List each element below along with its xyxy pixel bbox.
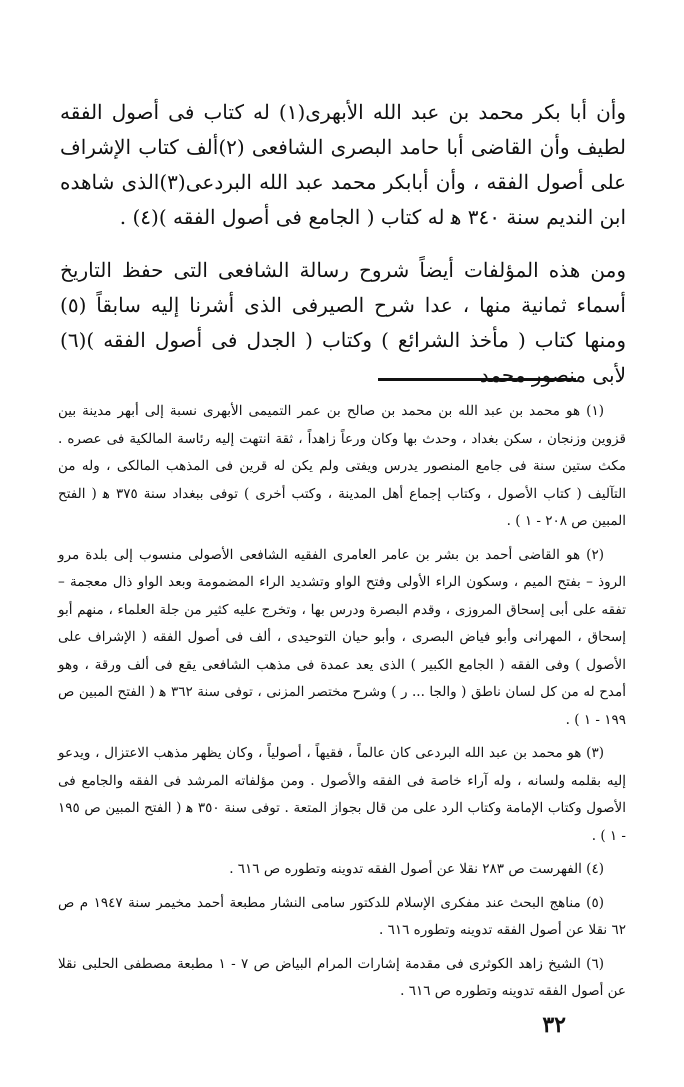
footnote-1: (١) هو محمد بن عبد الله بن محمد بن صالح بن عمر التميمى الأبهرى نسبة إلى أبهر مدينة بين قزوين وزنجان ، سكن بغداد ، وحدث بها وكان ورعاً زاهداً ، ثقة انتهت إليه رئاسة المالكية فى عصره . مكث ستين سنة فى جامع المنصور يدرس ويفتى ولم يكن له قرين فى المذهب المالكى ، وله من التآليف ( كتاب الأصول ، وكتاب إجماع أهل المدينة ، وكتب أخرى ) توفى ببغداد سنة ٣٧٥ ﻫ ( الفتح المبين ص ٢٠٨ - ١ ) . (58, 403, 626, 529)
page-number: ٣٢ (542, 1012, 566, 1038)
main-paragraph: ومن هذه المؤلفات أيضاً شروح رسالة الشافعى التى حفظ التاريخ أسماء ثمانية منها ، عدا شرح الصيرفى الذى أشرنا إليه سابقاً (٥) ومنها كتاب ( مأخذ الشرائع ) وكتاب ( الجدل فى أصول الفقه )(٦) لأبى منصور محمد (60, 258, 626, 387)
footnote-3: (٣) هو محمد بن عبد الله البردعى كان عالماً ، فقيهاً ، أصولياً ، وكان يظهر مذهب الاعتزال ، ويدعو إليه بقلمه ولسانه ، وله آراء خاصة فى الفقه والأصول . ومن مؤلفاته المرشد فى الفقه والجامع فى الأصول وكتاب الإمامة وكتاب الرد على من قال بجواز المتعة . توفى سنة ٣٥٠ ﻫ ( الفتح المبين ص ١٩٥ - ١ ) . (58, 745, 626, 844)
main-text (60, 95, 626, 411)
footnotes (58, 398, 626, 1012)
footnote-5: (٥) مناهج البحث عند مفكرى الإسلام للدكتور سامى النشار مطبعة أحمد مخيمر سنة ١٩٤٧ م ص ٦٢ نقلا عن أصول الفقه تدوينه وتطوره ٦١٦ . (58, 894, 626, 938)
footnote-4: (٤) الفهرست ص ٢٨٣ نقلا عن أصول الفقه تدوينه وتطوره ص ٦١٦ . (229, 861, 604, 877)
footnote-separator (378, 378, 576, 381)
footnote-2: (٢) هو القاضى أحمد بن بشر بن عامر العامرى الفقيه الشافعى الأصولى منسوب إلى بلدة مرو الروذ – بفتح الميم ، وسكون الراء الأولى وفتح الواو وتشديد الراء المضمومة وبعد الواو ذال معجمة – تفقه على أبى إسحاق المروزى ، وقدم البصرة ودرس بها ، وتخرج عليه كثير من جلة العلماء ، منهم أبو إسحاق ، المهرانى وأبو فياض البصرى ، وأبو حيان التوحيدى ، ألف فى أصول الفقه ( الإشراف على الأصول ) وفى الفقه ( الجامع الكبير ) الذى يعد عمدة فى مذهب الشافعى يقع فى ألف ورقة ، وهو أمدح له من كل لسان ناطق ( والجا ... ر ) وشرح مختصر المزنى ، توفى سنة ٣٦٢ ﻫ ( الفتح المبين ص ١٩٩ - ١ ) . (58, 546, 626, 728)
footnote-6: (٦) الشيخ زاهد الكوثرى فى مقدمة إشارات المرام البياض ص ٧ - ١ مطبعة مصطفى الحلبى نقلا عن أصول الفقه تدوينه وتطوره ص ٦١٦ . (58, 955, 626, 999)
main-paragraph: وأن أبا بكر محمد بن عبد الله الأبهرى(١) له كتاب فى أصول الفقه لطيف وأن القاضى أبا حامد البصرى الشافعى (٢)ألف كتاب الإشراف على أصول الفقه ، وأن أبابكر محمد عبد الله البردعى(٣)الذى شاهده ابن النديم سنة ٣٤٠ ﻫ له كتاب ( الجامع فى أصول الفقه )(٤) . (60, 100, 627, 229)
